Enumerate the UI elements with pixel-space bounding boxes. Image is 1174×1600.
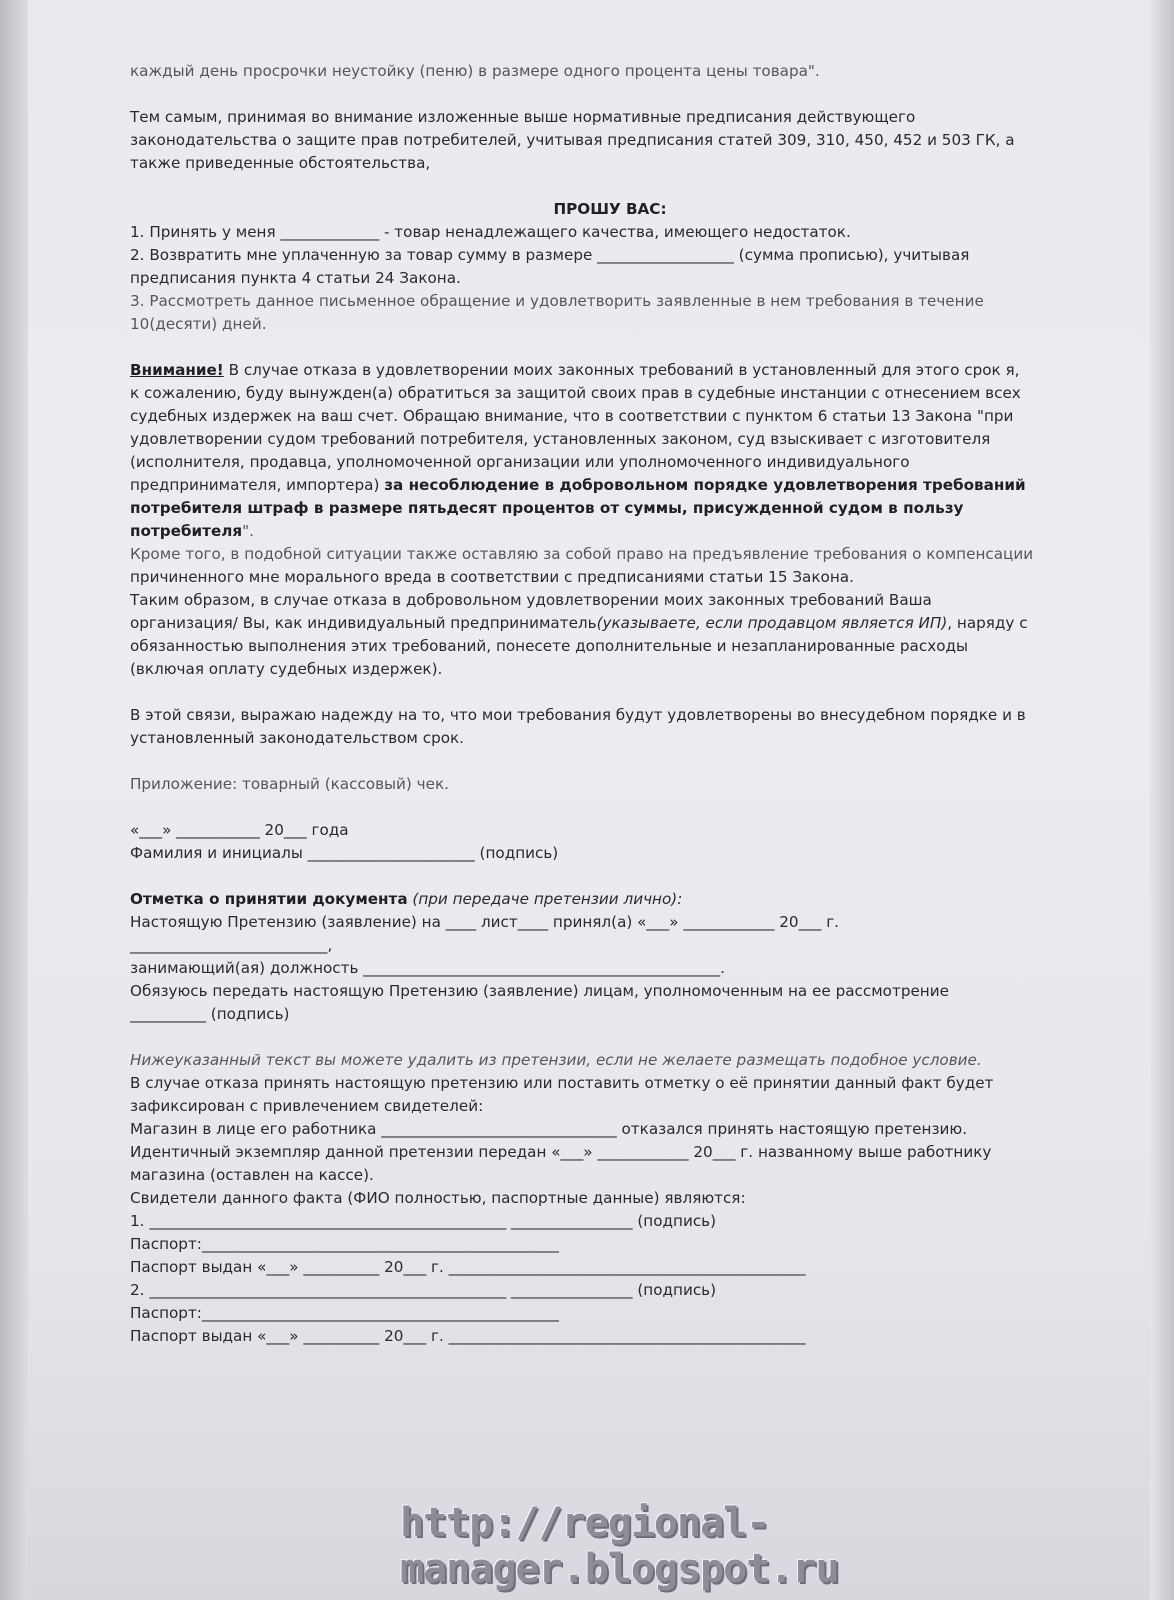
- therefore-line-2: законодательства о защите прав потребителей, учитывая предписания статей 309, 310, 450, 452 и 503 ГК, а: [130, 131, 1015, 149]
- therefore-line-1: Тем самым, принимая во внимание изложенные выше нормативные предписания действующего: [130, 108, 916, 126]
- request-item-3: [130, 290, 1090, 336]
- watermark-url: http://regional-manager.blogspot.ru: [400, 1500, 839, 1592]
- hope-line-1: В этой связи, выражаю надежду на то, что мои требования будут удовлетворены во внесудебном порядке и в: [130, 706, 1026, 724]
- acceptance-line-3: занимающий(ая) должность _______________________________________________.: [130, 959, 726, 977]
- page-edge-right: [1150, 0, 1174, 1600]
- attention-line-1: В случае отказа в удовлетворении моих законных требований в установленный для этого срок я,: [228, 361, 1020, 379]
- refusal-line-2a: организация/ Вы, как индивидуальный предприниматель: [130, 614, 597, 632]
- attention-line-4: удовлетворении судом требований потребителя, установленных законом, суд взыскивает с изготовителя: [130, 430, 991, 448]
- request-item-2-line-1: 2. Возвратить мне уплаченную за товар сумму в размере __________________ (сумма прописью), учитывая: [130, 246, 970, 264]
- attention-bold-2: потребителя штраф в размере пятьдесят процентов от суммы, присужденной судом в пользу: [130, 499, 964, 517]
- attention-label: Внимание!: [130, 361, 224, 379]
- attention-line-2: к сожалению, буду вынужден(а) обратиться за защитой своих прав в судебные инстанции с отнесением всех: [130, 384, 1021, 402]
- acceptance-heading: [130, 888, 1090, 911]
- refusal-line-3: обязанностью выполнения этих требований, понесете дополнительные и незапланированные расходы: [130, 637, 968, 655]
- therefore-line-3: также приведенные обстоятельства,: [130, 154, 431, 172]
- attention-bold-1: за несоблюдение в добровольном порядке удовлетворения требований: [384, 476, 1026, 494]
- witness-2-line: 2. _______________________________________________ ________________ (подпись): [130, 1281, 717, 1299]
- moral-damage-paragraph: [130, 543, 1090, 589]
- acceptance-line-2: __________________________,: [130, 936, 333, 954]
- acceptance-heading-bold: Отметка о принятии документа: [130, 890, 408, 908]
- optional-line-3: Магазин в лице его работника _______________________________ отказался принять настоящую претензию.: [130, 1120, 968, 1138]
- request-item-3-line-2: 10(десяти) дней.: [130, 315, 267, 333]
- acceptance-line-5: __________ (подпись): [130, 1005, 290, 1023]
- optional-line-6: Свидетели данного факта (ФИО полностью, паспортные данные) являются:: [130, 1189, 746, 1207]
- request-item-2-line-2: предписания пункта 4 статьи 24 Закона.: [130, 269, 461, 287]
- acceptance-line-4: Обязуюсь передать настоящую Претензию (заявление) лицам, уполномоченным на ее рассмотрение: [130, 982, 949, 1000]
- document-body: [130, 60, 1090, 1348]
- refusal-line-4: (включая оплату судебных издержек).: [130, 660, 443, 678]
- optional-line-5: магазина (оставлен на кассе).: [130, 1166, 374, 1184]
- signature-line: Фамилия и инициалы ______________________ (подпись): [130, 844, 559, 862]
- attention-tail: ".: [242, 522, 254, 540]
- request-item-3-line-1: 3. Рассмотреть данное письменное обращение и удовлетворить заявленные в нем требования в течение: [130, 292, 984, 310]
- optional-line-2: зафиксирован с привлечением свидетелей:: [130, 1097, 484, 1115]
- refusal-line-2b: , наряду с: [947, 614, 1028, 632]
- hope-line-2: установленный законодательством срок.: [130, 729, 464, 747]
- acceptance-heading-note: (при передаче претензии лично):: [412, 890, 683, 908]
- refusal-paragraph: [130, 589, 1090, 681]
- request-item-1: 1. Принять у меня _____________ - товар ненадлежащего качества, имеющего недостаток.: [130, 223, 851, 241]
- date-line: «___» ___________ 20___ года: [130, 821, 349, 839]
- refusal-line-2-italic: (указываете, если продавцом является ИП): [596, 614, 948, 632]
- attention-line-6: предпринимателя, импортера): [130, 476, 380, 494]
- witness-1-passport: Паспорт:_______________________________________________: [130, 1235, 559, 1253]
- witness-2-issued: Паспорт выдан «___» __________ 20___ г. _______________________________________________: [130, 1327, 806, 1345]
- moral-line-2: причиненного мне морального вреда в соответствии с предписаниями статьи 15 Закона.: [130, 568, 854, 586]
- optional-line-1: В случае отказа принять настоящую претензию или поставить отметку о её принятии данный факт будет: [130, 1074, 994, 1092]
- attention-line-5: (исполнителя, продавца, уполномоченной организации или уполномоченного индивидуального: [130, 453, 910, 471]
- hope-paragraph: [130, 704, 1090, 750]
- optional-note: Нижеуказанный текст вы можете удалить из претензии, если не желаете размещать подобное условие.: [130, 1051, 982, 1069]
- attachment-line: Приложение: товарный (кассовый) чек.: [130, 775, 449, 793]
- witness-1-issued: Паспорт выдан «___» __________ 20___ г. _______________________________________________: [130, 1258, 806, 1276]
- acceptance-line-1: Настоящую Претензию (заявление) на ____ лист____ принял(а) «___» ____________ 20___ г.: [130, 913, 840, 931]
- paragraph-penalty-tail: каждый день просрочки неустойку (пеню) в размере одного процента цены товара".: [130, 62, 820, 80]
- request-heading: ПРОШУ ВАС:: [553, 200, 667, 218]
- optional-line-4: Идентичный экземпляр данной претензии передан «___» ____________ 20___ г. названному выше работнику: [130, 1143, 992, 1161]
- paragraph-therefore: [130, 106, 1090, 175]
- attention-line-3: судебных издержек на ваш счет. Обращаю внимание, что в соответствии с пунктом 6 статьи 13 Закона "при: [130, 407, 1014, 425]
- refusal-line-1: Таким образом, в случае отказа в добровольном удовлетворении моих законных требований Ваша: [130, 591, 932, 609]
- witness-1-line: 1. _______________________________________________ ________________ (подпись): [130, 1212, 717, 1230]
- request-item-2: [130, 244, 1090, 290]
- page-edge-left: [0, 0, 28, 1600]
- attention-paragraph: [130, 359, 1090, 543]
- moral-line-1: Кроме того, в подобной ситуации также оставляю за собой право на предъявление требования о компенсации: [130, 545, 1034, 563]
- witness-2-passport: Паспорт:_______________________________________________: [130, 1304, 559, 1322]
- attention-bold-3: потребителя: [130, 522, 243, 540]
